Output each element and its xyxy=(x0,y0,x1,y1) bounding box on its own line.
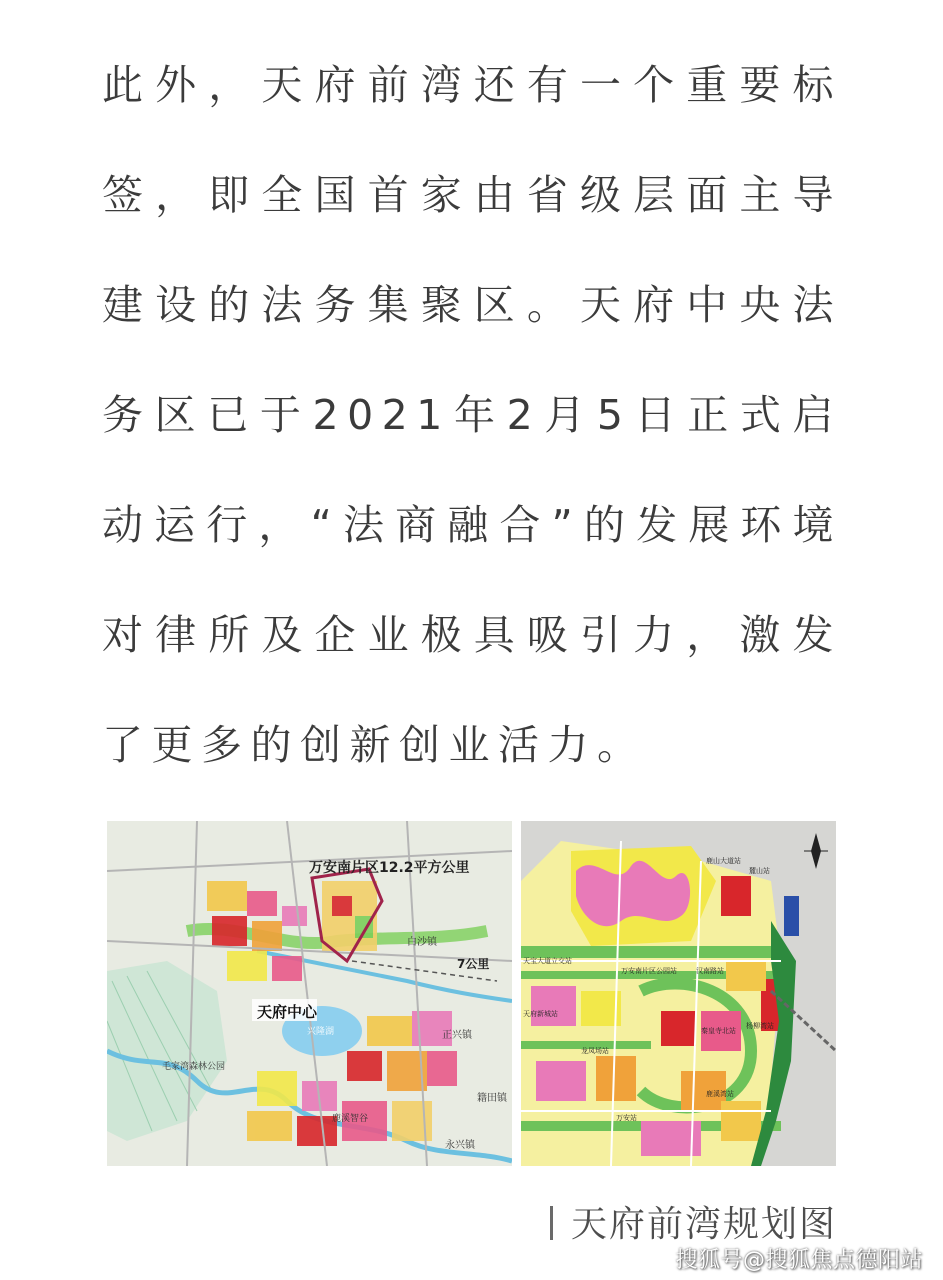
station-label: 天宝大道立交站 xyxy=(523,957,572,965)
place-label: 正兴镇 xyxy=(442,1030,472,1041)
caption-divider xyxy=(550,1206,553,1240)
station-label: 鹿溪湾站 xyxy=(706,1090,734,1098)
place-label: 籍田镇 xyxy=(477,1093,507,1104)
place-label: 兴隆湖 xyxy=(307,1027,335,1037)
station-label: 杨柳湾站 xyxy=(746,1022,774,1030)
tianfu-center-label: 天府中心 xyxy=(257,1003,318,1021)
right-map-graphic xyxy=(521,821,836,1166)
watermark: 搜狐号@搜狐焦点德阳站 xyxy=(675,1248,923,1273)
place-label: 永兴镇 xyxy=(445,1140,475,1151)
article-text: 此外，天府前湾还有一个重要标签，即全国首家由省级层面主导建设的法务集聚区。天府中央法务区已于2021年2月5日正式启动运行，“法商融合”的发展环境对律所及企业极具吸引力，激发了更多的创新创业活力。 xyxy=(102,61,842,769)
left-planning-map xyxy=(107,821,512,1166)
station-label: 龙凤场站 xyxy=(581,1047,609,1055)
caption-text: 天府前湾规划图 xyxy=(570,1204,837,1245)
distance-label: 7公里 xyxy=(457,957,490,971)
station-label: 汉南路站 xyxy=(696,967,724,975)
station-label: 万安南片区公园站 xyxy=(621,967,677,975)
station-label: 鹿山大道站 xyxy=(706,857,741,865)
station-label: 万安站 xyxy=(616,1114,637,1122)
station-label: 秦皇寺北站 xyxy=(701,1027,736,1035)
place-label: 白沙镇 xyxy=(407,937,437,948)
station-label: 天府新城站 xyxy=(523,1010,558,1018)
place-label: 鹿溪智谷 xyxy=(332,1114,369,1124)
right-planning-map xyxy=(521,821,836,1166)
place-label: 毛家湾森林公园 xyxy=(162,1062,226,1072)
station-label: 麓山站 xyxy=(749,867,770,875)
highlight-area-label: 万安南片区12.2平方公里 xyxy=(309,860,470,876)
